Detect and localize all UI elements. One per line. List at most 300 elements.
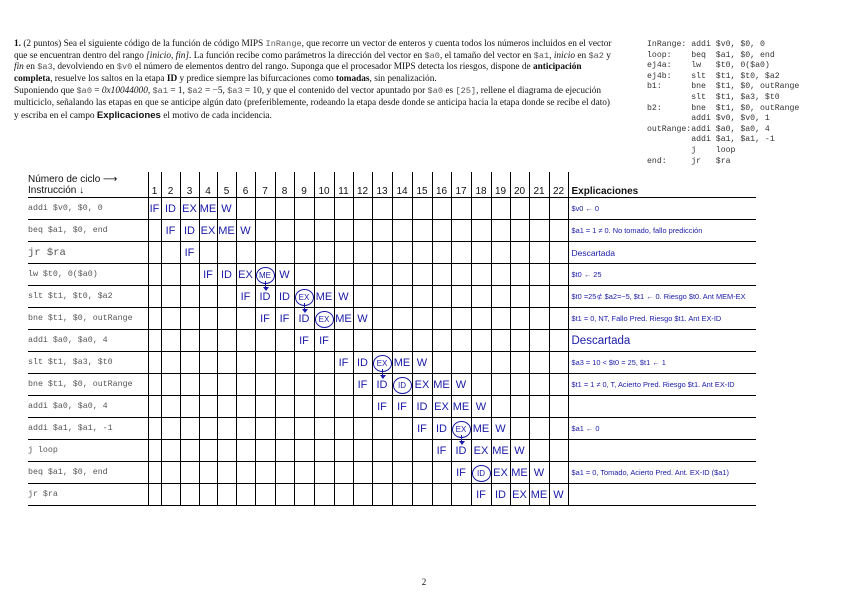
text-run: $a2 bbox=[588, 50, 604, 61]
explanation-cell bbox=[568, 396, 756, 418]
code-line: slt $t1, $a3, $t0 bbox=[647, 92, 780, 102]
empty-cell bbox=[372, 418, 392, 440]
empty-cell bbox=[353, 330, 372, 352]
empty-cell bbox=[275, 462, 294, 484]
empty-cell bbox=[471, 374, 491, 396]
empty-cell bbox=[217, 396, 236, 418]
empty-cell bbox=[432, 462, 451, 484]
stage-cell: IF bbox=[294, 330, 314, 352]
empty-cell bbox=[392, 462, 412, 484]
empty-cell bbox=[217, 440, 236, 462]
stage-cell: ID bbox=[353, 352, 372, 374]
stage-cell: IF bbox=[236, 286, 255, 308]
stage-cell: EX bbox=[432, 396, 451, 418]
stage-cell bbox=[451, 418, 471, 440]
text-run: . La función recibe como parámetros la dirección del vector en bbox=[189, 50, 425, 61]
code-line: b1: bne $t1, $0, outRange bbox=[647, 82, 800, 92]
empty-cell bbox=[294, 242, 314, 264]
diagram-row bbox=[28, 220, 756, 242]
stage-cell: ID bbox=[432, 418, 451, 440]
empty-cell bbox=[236, 198, 255, 220]
empty-cell bbox=[529, 330, 549, 352]
empty-cell bbox=[314, 440, 334, 462]
empty-cell bbox=[471, 352, 491, 374]
cycle-header-16: 16 bbox=[432, 172, 451, 198]
empty-cell bbox=[148, 462, 161, 484]
empty-cell bbox=[148, 396, 161, 418]
empty-cell bbox=[314, 220, 334, 242]
empty-cell bbox=[549, 374, 568, 396]
empty-cell bbox=[372, 242, 392, 264]
empty-cell bbox=[491, 198, 510, 220]
empty-cell bbox=[471, 264, 491, 286]
diagram-row bbox=[28, 330, 756, 352]
diagram-row bbox=[28, 484, 756, 506]
empty-cell bbox=[372, 462, 392, 484]
empty-cell bbox=[510, 198, 529, 220]
empty-cell bbox=[255, 418, 275, 440]
text-run: Sea el siguiente código de la función de código MIPS bbox=[63, 39, 266, 49]
cycle-header-8: 8 bbox=[275, 172, 294, 198]
empty-cell bbox=[236, 374, 255, 396]
text-run: , bbox=[147, 86, 153, 97]
empty-cell bbox=[294, 462, 314, 484]
empty-cell bbox=[199, 484, 217, 506]
explanation-cell: $t0 =25⊄ $a2=−5, $t1 ← 0. Riesgo $t0. Ant MEM-EX bbox=[568, 286, 756, 308]
text-run: en bbox=[23, 62, 38, 73]
text-run: y bbox=[603, 50, 611, 61]
empty-cell bbox=[161, 264, 180, 286]
empty-cell bbox=[529, 374, 549, 396]
stage-cell: ID bbox=[161, 198, 180, 220]
empty-cell bbox=[529, 198, 549, 220]
empty-cell bbox=[161, 308, 180, 330]
instruction-cell: jr $ra bbox=[28, 242, 148, 264]
stage-cell: W bbox=[217, 198, 236, 220]
empty-cell bbox=[217, 374, 236, 396]
empty-cell bbox=[549, 418, 568, 440]
empty-cell bbox=[255, 330, 275, 352]
empty-cell bbox=[451, 198, 471, 220]
empty-cell bbox=[314, 462, 334, 484]
empty-cell bbox=[161, 352, 180, 374]
empty-cell bbox=[275, 242, 294, 264]
text-run: , que recorre un vector de enteros y cuenta todos los números incluidos en el vector que se encuentran dentro del rango bbox=[14, 39, 612, 61]
empty-cell bbox=[334, 242, 353, 264]
stage-cell: IF bbox=[372, 396, 392, 418]
empty-cell bbox=[236, 308, 255, 330]
text-run: tomadas bbox=[335, 73, 370, 84]
text-run: inicio bbox=[553, 50, 575, 61]
explanation-cell: Descartada bbox=[568, 242, 756, 264]
stage-cell: IF bbox=[161, 220, 180, 242]
cycle-header-6: 6 bbox=[236, 172, 255, 198]
text-run: , resuelve los saltos en la etapa bbox=[50, 73, 167, 84]
empty-cell bbox=[549, 396, 568, 418]
empty-cell bbox=[275, 396, 294, 418]
empty-cell bbox=[148, 330, 161, 352]
empty-cell bbox=[334, 330, 353, 352]
empty-cell bbox=[451, 352, 471, 374]
empty-cell bbox=[451, 242, 471, 264]
empty-cell bbox=[314, 242, 334, 264]
stage-cell: IF bbox=[148, 198, 161, 220]
stage-cell: IF bbox=[451, 462, 471, 484]
stage-cell: W bbox=[491, 418, 510, 440]
empty-cell bbox=[353, 484, 372, 506]
empty-cell bbox=[148, 374, 161, 396]
empty-cell bbox=[180, 440, 199, 462]
empty-cell bbox=[392, 286, 412, 308]
stage-cell: ID bbox=[275, 286, 294, 308]
empty-cell bbox=[334, 462, 353, 484]
empty-cell bbox=[294, 484, 314, 506]
empty-cell bbox=[275, 352, 294, 374]
stage-cell: ME bbox=[510, 462, 529, 484]
empty-cell bbox=[180, 264, 199, 286]
empty-cell bbox=[199, 242, 217, 264]
text-run: = 10, y que el contenido del vector apuntado por bbox=[242, 86, 428, 97]
empty-cell bbox=[148, 484, 161, 506]
text-run: $a0 bbox=[424, 50, 440, 61]
empty-cell bbox=[217, 286, 236, 308]
empty-cell bbox=[199, 418, 217, 440]
diagram-row bbox=[28, 352, 756, 374]
stage-cell bbox=[255, 264, 275, 286]
empty-cell bbox=[180, 462, 199, 484]
empty-cell bbox=[412, 198, 432, 220]
empty-cell bbox=[392, 308, 412, 330]
stage-cell: IF bbox=[412, 418, 432, 440]
empty-cell bbox=[491, 308, 510, 330]
empty-cell bbox=[294, 198, 314, 220]
page-number: 2 bbox=[421, 577, 427, 587]
text-run: $a0 bbox=[427, 86, 444, 97]
empty-cell bbox=[199, 352, 217, 374]
text-run: , sin penalización. bbox=[369, 73, 437, 84]
diagram-header-row bbox=[28, 172, 756, 198]
empty-cell bbox=[217, 462, 236, 484]
empty-cell bbox=[510, 330, 529, 352]
stage-cell: IF bbox=[314, 330, 334, 352]
stage-cell: ME bbox=[334, 308, 353, 330]
empty-cell bbox=[412, 286, 432, 308]
stage-cell: ME bbox=[491, 440, 510, 462]
stage-cell: ID bbox=[412, 396, 432, 418]
empty-cell bbox=[255, 484, 275, 506]
empty-cell bbox=[180, 396, 199, 418]
empty-cell bbox=[510, 242, 529, 264]
empty-cell bbox=[199, 308, 217, 330]
empty-cell bbox=[275, 198, 294, 220]
empty-cell bbox=[148, 264, 161, 286]
empty-cell bbox=[255, 242, 275, 264]
stage-cell: ME bbox=[432, 374, 451, 396]
empty-cell bbox=[217, 418, 236, 440]
empty-cell bbox=[432, 264, 451, 286]
stage-cell: IF bbox=[255, 308, 275, 330]
text-run: InRange bbox=[265, 39, 302, 49]
code-line: addi $a1, $a1, -1 bbox=[647, 135, 775, 145]
empty-cell bbox=[412, 242, 432, 264]
empty-cell bbox=[236, 484, 255, 506]
empty-cell bbox=[255, 462, 275, 484]
empty-cell bbox=[255, 440, 275, 462]
empty-cell bbox=[314, 374, 334, 396]
cycle-header-18: 18 bbox=[471, 172, 491, 198]
text-run: Suponiendo que bbox=[14, 86, 77, 97]
empty-cell bbox=[491, 396, 510, 418]
mips-code-listing bbox=[647, 40, 799, 167]
empty-cell bbox=[217, 484, 236, 506]
empty-cell bbox=[510, 418, 529, 440]
empty-cell bbox=[510, 264, 529, 286]
cycle-header-17: 17 bbox=[451, 172, 471, 198]
empty-cell bbox=[334, 264, 353, 286]
empty-cell bbox=[353, 220, 372, 242]
empty-cell bbox=[314, 264, 334, 286]
empty-cell bbox=[199, 462, 217, 484]
empty-cell bbox=[199, 330, 217, 352]
explanation-cell: $a3 = 10 < $t0 = 25, $t1 ← 1 bbox=[568, 352, 756, 374]
stage-cell: ME bbox=[199, 198, 217, 220]
stage-cell: W bbox=[334, 286, 353, 308]
empty-cell bbox=[161, 330, 180, 352]
empty-cell bbox=[255, 220, 275, 242]
empty-cell bbox=[412, 462, 432, 484]
stage-cell: ID bbox=[255, 286, 275, 308]
empty-cell bbox=[432, 330, 451, 352]
empty-cell bbox=[432, 220, 451, 242]
forwarding-circle: ID bbox=[472, 465, 491, 482]
instruction-cell: slt $t1, $t0, $a2 bbox=[28, 286, 148, 308]
empty-cell bbox=[353, 286, 372, 308]
stage-cell: W bbox=[275, 264, 294, 286]
empty-cell bbox=[372, 264, 392, 286]
diagram-row bbox=[28, 286, 756, 308]
empty-cell bbox=[372, 330, 392, 352]
empty-cell bbox=[353, 418, 372, 440]
empty-cell bbox=[549, 308, 568, 330]
empty-cell bbox=[199, 286, 217, 308]
text-run: anticipación completa bbox=[14, 62, 582, 84]
stage-cell: W bbox=[412, 352, 432, 374]
empty-cell bbox=[314, 396, 334, 418]
empty-cell bbox=[353, 242, 372, 264]
text-run: , rellene el diagrama de ejecución multiciclo, señalando las etapas en que se anticipe algún dato (preferiblemente, rodeando la etapa desde donde se anticipa hacia la etapa donde se recibe el dato) y escriba en el campo bbox=[14, 86, 611, 121]
stage-cell: IF bbox=[471, 484, 491, 506]
empty-cell bbox=[451, 220, 471, 242]
code-line: end: jr $ra bbox=[647, 156, 731, 166]
cycle-header-19: 19 bbox=[491, 172, 510, 198]
empty-cell bbox=[510, 374, 529, 396]
cycle-header-13: 13 bbox=[372, 172, 392, 198]
stage-cell: ID bbox=[491, 484, 510, 506]
code-line: InRange: addi $v0, $0, 0 bbox=[647, 40, 765, 49]
instruction-cell: slt $t1, $a3, $t0 bbox=[28, 352, 148, 374]
diagram-row bbox=[28, 264, 756, 286]
diagram-row bbox=[28, 418, 756, 440]
stage-cell: EX bbox=[510, 484, 529, 506]
empty-cell bbox=[148, 418, 161, 440]
empty-cell bbox=[353, 462, 372, 484]
stage-cell: IF bbox=[199, 264, 217, 286]
empty-cell bbox=[392, 484, 412, 506]
empty-cell bbox=[255, 374, 275, 396]
empty-cell bbox=[334, 374, 353, 396]
empty-cell bbox=[161, 242, 180, 264]
text-run: = −5, bbox=[202, 86, 228, 97]
empty-cell bbox=[412, 220, 432, 242]
empty-cell bbox=[180, 352, 199, 374]
forwarding-circle: ID bbox=[393, 377, 412, 394]
text-run: ID bbox=[166, 73, 178, 84]
empty-cell bbox=[529, 264, 549, 286]
cycle-header-10: 10 bbox=[314, 172, 334, 198]
stage-cell: ID bbox=[372, 374, 392, 396]
empty-cell bbox=[491, 352, 510, 374]
empty-cell bbox=[529, 440, 549, 462]
empty-cell bbox=[432, 352, 451, 374]
empty-cell bbox=[180, 330, 199, 352]
text-run: = 1, bbox=[168, 86, 188, 97]
cycle-header-11: 11 bbox=[334, 172, 353, 198]
diagram-row bbox=[28, 242, 756, 264]
stage-cell bbox=[392, 374, 412, 396]
stage-cell: IF bbox=[392, 396, 412, 418]
forwarding-circle: ME bbox=[256, 267, 275, 284]
empty-cell bbox=[180, 484, 199, 506]
empty-cell bbox=[334, 484, 353, 506]
cycle-header-9: 9 bbox=[294, 172, 314, 198]
empty-cell bbox=[549, 264, 568, 286]
empty-cell bbox=[334, 220, 353, 242]
empty-cell bbox=[432, 198, 451, 220]
explanation-cell: $v0 ← 0 bbox=[568, 198, 756, 220]
cycle-header-2: 2 bbox=[161, 172, 180, 198]
stage-cell: EX bbox=[471, 440, 491, 462]
text-run: $a3 bbox=[37, 62, 53, 73]
stage-cell: IF bbox=[353, 374, 372, 396]
text-run: = bbox=[91, 86, 102, 97]
empty-cell bbox=[529, 308, 549, 330]
stage-cell bbox=[372, 352, 392, 374]
instruction-column-header bbox=[28, 172, 148, 198]
explanation-cell: $a1 = 1 ≠ 0. No tomado, fallo predicción bbox=[568, 220, 756, 242]
stage-cell: ID bbox=[451, 440, 471, 462]
empty-cell bbox=[549, 198, 568, 220]
empty-cell bbox=[529, 220, 549, 242]
empty-cell bbox=[275, 484, 294, 506]
empty-cell bbox=[334, 198, 353, 220]
text-run: $a2 bbox=[187, 86, 203, 97]
empty-cell bbox=[161, 396, 180, 418]
instruction-cell: beq $a1, $0, end bbox=[28, 462, 148, 484]
code-line: addi $v0, $v0, 1 bbox=[647, 114, 770, 124]
empty-cell bbox=[392, 330, 412, 352]
empty-cell bbox=[294, 440, 314, 462]
empty-cell bbox=[372, 484, 392, 506]
stage-cell: W bbox=[510, 440, 529, 462]
forwarding-circle: EX bbox=[452, 421, 471, 438]
empty-cell bbox=[412, 484, 432, 506]
empty-cell bbox=[529, 352, 549, 374]
instruction-cell: lw $t0, 0($a0) bbox=[28, 264, 148, 286]
forwarding-circle: EX bbox=[373, 355, 392, 372]
empty-cell bbox=[372, 220, 392, 242]
empty-cell bbox=[180, 286, 199, 308]
cycle-header-3: 3 bbox=[180, 172, 199, 198]
code-line: b2: bne $t1, $0, outRange bbox=[647, 103, 800, 113]
explanation-cell: $t1 = 1 ≠ 0, T, Acierto Pred. Riesgo $t1. Ant EX-ID bbox=[568, 374, 756, 396]
cycle-header-15: 15 bbox=[412, 172, 432, 198]
empty-cell bbox=[491, 286, 510, 308]
instruction-cell: bne $t1, $0, outRange bbox=[28, 374, 148, 396]
problem-text-1 bbox=[14, 39, 611, 84]
empty-cell bbox=[392, 418, 412, 440]
empty-cell bbox=[451, 330, 471, 352]
empty-cell bbox=[510, 396, 529, 418]
empty-cell bbox=[217, 308, 236, 330]
empty-cell bbox=[161, 418, 180, 440]
empty-cell bbox=[275, 418, 294, 440]
empty-cell bbox=[148, 352, 161, 374]
instruction-cell: bne $t1, $0, outRange bbox=[28, 308, 148, 330]
empty-cell bbox=[510, 286, 529, 308]
empty-cell bbox=[491, 264, 510, 286]
empty-cell bbox=[491, 330, 510, 352]
empty-cell bbox=[294, 220, 314, 242]
problem-paragraph-1 bbox=[14, 39, 614, 85]
empty-cell bbox=[314, 484, 334, 506]
empty-cell bbox=[161, 484, 180, 506]
forwarding-circle: EX bbox=[315, 311, 334, 328]
empty-cell bbox=[275, 220, 294, 242]
stage-cell: IF bbox=[432, 440, 451, 462]
empty-cell bbox=[491, 374, 510, 396]
empty-cell bbox=[432, 484, 451, 506]
stage-cell: ME bbox=[451, 396, 471, 418]
empty-cell bbox=[432, 286, 451, 308]
empty-cell bbox=[372, 198, 392, 220]
text-run: fin bbox=[14, 62, 24, 73]
empty-cell bbox=[451, 286, 471, 308]
empty-cell bbox=[236, 418, 255, 440]
empty-cell bbox=[510, 308, 529, 330]
text-run: , el tamaño del vector en bbox=[439, 50, 534, 61]
stage-cell: IF bbox=[180, 242, 199, 264]
empty-cell bbox=[549, 242, 568, 264]
stage-cell: ID bbox=[217, 264, 236, 286]
code-line: loop: beq $a1, $0, end bbox=[647, 50, 775, 60]
instruction-cell: beq $a1, $0, end bbox=[28, 220, 148, 242]
instruction-cell: addi $a1, $a1, -1 bbox=[28, 418, 148, 440]
stage-cell: EX bbox=[180, 198, 199, 220]
stage-cell: EX bbox=[491, 462, 510, 484]
empty-cell bbox=[255, 352, 275, 374]
empty-cell bbox=[199, 374, 217, 396]
empty-cell bbox=[275, 374, 294, 396]
diagram-row bbox=[28, 440, 756, 462]
empty-cell bbox=[451, 484, 471, 506]
empty-cell bbox=[549, 440, 568, 462]
empty-cell bbox=[451, 308, 471, 330]
diagram-row bbox=[28, 462, 756, 484]
empty-cell bbox=[148, 242, 161, 264]
stage-cell: W bbox=[471, 396, 491, 418]
text-run: [25] bbox=[455, 86, 477, 97]
empty-cell bbox=[471, 198, 491, 220]
